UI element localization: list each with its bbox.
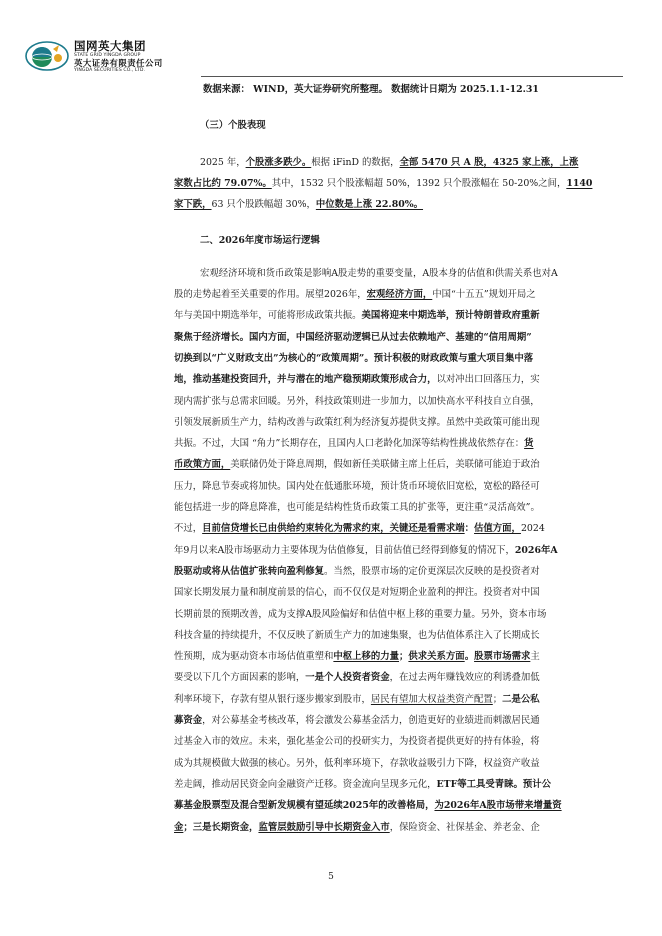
paragraph-line: 压力，降息节奏或将加快。国内处在低通胀环境，预计货币环境依旧宽松，宽松的路径可	[174, 480, 540, 492]
paragraph-line: 能包括进一步的降息降准，也可能是结构性货币政策工具的扩张等，更注重“灵活高效”。	[174, 502, 540, 514]
paragraph-line: 家数占比约 79.07%。其中，1532 只个股涨幅超 50%，1392 只个股涨幅在 50-20%之间，1140	[174, 177, 593, 189]
paragraph-line: 成为其规模做大做强的核心。另外，低利率环境下，存款收益吸引力下降，权益资产收益	[174, 757, 540, 769]
data-source-note: 数据来源： WIND，英大证券研究所整理。 数据统计日期为 2025.1.1-12.31	[203, 84, 539, 95]
paragraph-line: 年与美国中期选举年，可能将形成政策共振。美国将迎来中期选举，预计特朗普政府重新	[174, 310, 540, 322]
logo-en-subsidiary: YINGDA SECURITIES CO., LTD.	[74, 68, 146, 73]
company-logo	[24, 40, 184, 76]
section-2-title: 二、2026年度市场运行逻辑	[200, 235, 320, 247]
paragraph-line: 现内需扩张与总需求回暖。另外，科技政策则进一步加力，以加快高水平科技自立自强，	[174, 395, 540, 407]
paragraph-line: 募资金，对公募基金考核改革，将会激发公募基金活力，创造更好的业绩进而刺激居民通	[174, 715, 540, 727]
paragraph-line: 利率环境下，存款有望从银行逐步搬家到股市，居民有望加大权益类资产配置；二是公私	[174, 693, 540, 705]
paragraph-line: 金；三是长期资金，监管层鼓励引导中长期资金入市，保险资金、社保基金、养老金、企	[174, 821, 540, 833]
paragraph-line: 国家长期发展力量和制度前景的信心，而不仅仅是对短期企业盈利的押注。投资者对中国	[174, 587, 540, 599]
paragraph-line: 共振。不过，大国 “角力”长期存在，且国内人口老龄化加深等结构性挑战依然存在：货	[174, 438, 534, 450]
paragraph-line: 募基金股票型及混合型新发规模有望延续2025年的改善格局，为2026年A股市场带来增量资	[174, 800, 562, 812]
logo-cn-subsidiary: 英大证券有限责任公司	[74, 58, 163, 68]
paragraph-line: 引领发展新质生产力，结构改善与政策红利为经济复苏提供支撑。虽然中美政策可能出现	[174, 416, 540, 428]
page-number: 5	[328, 872, 334, 882]
document-body	[174, 79, 637, 838]
paragraph-line: 聚焦于经济增长。国内方面，中国经济驱动逻辑已从过去依赖地产、基建的“信用周期”	[174, 331, 532, 343]
paragraph-line: 地，推动基建投资回升，并与潜在的地产稳预期政策形成合力，以对冲出口回落压力，实	[174, 374, 540, 386]
paragraph-line: 股的走势起着至关重要的作用。展望2026年，宏观经济方面，中国“十五五”规划开局之	[174, 289, 536, 301]
paragraph-line: 年9月以来A股市场驱动力主要体现为估值修复，目前估值已经得到修复的情况下，2026年A	[174, 544, 558, 556]
paragraph-line: 要受以下几个方面因素的影响，一是个人投资者资金，在过去两年赚钱效应的利诱叠加低	[174, 672, 540, 684]
globe-logo-icon	[24, 40, 70, 72]
paragraph-line: 不过，目前信贷增长已由供给约束转化为需求约束，关键还是看需求端：估值方面，2024	[174, 523, 545, 535]
paragraph-line: 币政策方面，美联储仍处于降息周期，假如新任美联储主席上任后，美联储可能迫于政治	[174, 459, 540, 471]
paragraph-line: 性预期，成为驱动资本市场估值重塑和中枢上移的力量；供求关系方面。股票市场需求主	[174, 651, 540, 663]
paragraph-line: 宏观经济环境和货币政策是影响A股走势的重要变量，A股本身的估值和供需关系也对A	[200, 267, 558, 279]
paragraph-line: 过基金入市的效应。未来，强化基金公司的投研实力，为投资者提供更好的持有体验，将	[174, 736, 540, 748]
logo-en-name: STATE GRID YINGDA GROUP	[74, 53, 141, 58]
logo-cn-name: 国网英大集团	[74, 39, 146, 53]
paragraph-line: 科技含量的持续提升，不仅反映了新质生产力的加速集聚，也为估值体系注入了长期成长	[174, 629, 540, 641]
paragraph-line: 长期前景的预期改善，成为支撑A股风险偏好和估值中枢上移的重要力量。另外，资本市场	[174, 608, 547, 620]
header-rule	[201, 76, 623, 77]
paragraph-line: 股驱动或将从估值扩张转向盈利修复。当然，股票市场的定价更深层次反映的是投资者对	[174, 565, 540, 577]
paragraph-line: 差走阔，推动居民资金向金融资产迁移。资金流向呈现多元化，ETF等工具受青睐。预计公	[174, 778, 552, 790]
paragraph-line: 切换到以“广义财政支出”为核心的“政策周期”。预计积极的财政政策与重大项目集中落	[174, 352, 534, 364]
paragraph-line: 2025 年，个股涨多跌少。根据 iFinD 的数据，全部 5470 只 A 股，4325 家上涨，上涨	[200, 156, 579, 168]
section-3-title: （三）个股表现	[200, 120, 266, 132]
paragraph-line: 家下跌，63 只个股跌幅超 30%，中位数是上涨 22.80%。	[174, 199, 424, 211]
